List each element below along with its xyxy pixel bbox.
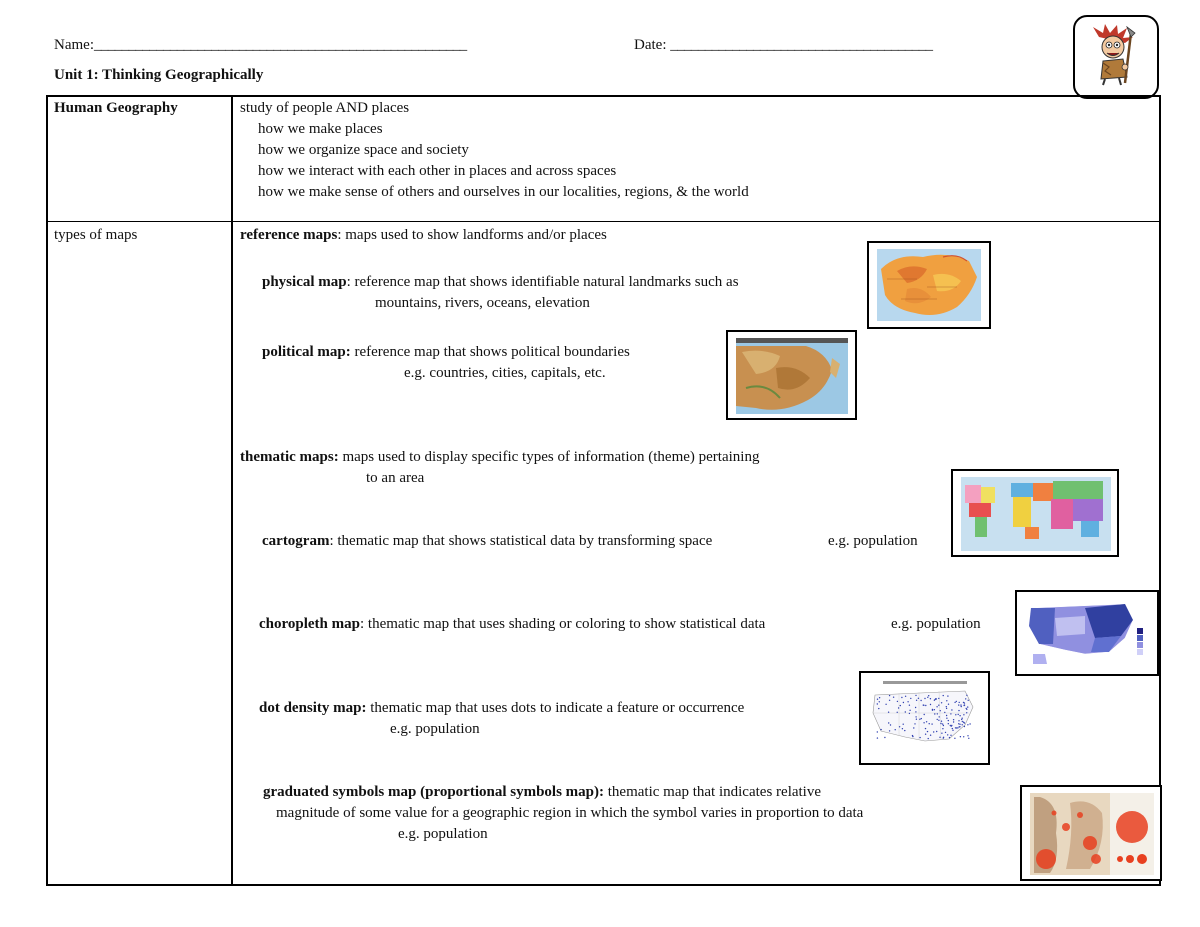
dot-density-term: dot density map: <box>259 700 367 716</box>
dot-mark <box>934 700 935 701</box>
dot-mark <box>966 712 967 713</box>
term-human-geography: Human Geography <box>54 100 178 116</box>
dot-mark <box>905 711 906 712</box>
graduated-symbols-image <box>1020 785 1162 881</box>
physical-map-term: physical map <box>262 274 347 290</box>
dot-mark <box>903 702 904 703</box>
human-geography-definition: study of people AND places <box>240 100 410 116</box>
dot-mark <box>968 738 969 739</box>
dot-mark <box>942 728 943 729</box>
dot-mark <box>918 698 919 699</box>
dot-mark <box>903 724 904 725</box>
table-left-border <box>46 95 48 886</box>
dot-mark <box>967 724 968 725</box>
dot-mark <box>897 712 898 713</box>
dot-mark <box>925 734 926 735</box>
dot-mark <box>956 727 957 728</box>
dot-mark <box>938 698 939 699</box>
choropleth-example: e.g. population <box>891 616 981 632</box>
dot-mark <box>955 727 956 728</box>
dot-mark <box>946 718 947 719</box>
dot-mark <box>890 724 891 725</box>
reference-maps-entry <box>240 226 607 244</box>
dot-mark <box>946 706 947 707</box>
cartogram-entry <box>262 532 712 550</box>
political-map-image <box>726 330 857 420</box>
dot-mark <box>934 709 935 710</box>
dot-mark <box>879 701 880 702</box>
thematic-maps-term: thematic maps: <box>240 449 339 465</box>
dot-mark <box>967 735 968 736</box>
graduated-symbols-term: graduated symbols map (proportional symbols map): <box>263 784 605 800</box>
dot-mark <box>919 719 920 720</box>
dot-mark <box>916 700 917 701</box>
dot-mark <box>945 732 946 733</box>
dot-mark <box>965 698 966 699</box>
dot-mark <box>899 726 900 727</box>
dot-mark <box>938 705 939 706</box>
dot-mark <box>878 708 879 709</box>
dot-mark <box>934 713 935 714</box>
dot-mark <box>962 724 963 725</box>
dot-mark <box>895 729 896 730</box>
dot-mark <box>940 710 941 711</box>
name-field <box>54 36 467 54</box>
dot-mark <box>947 695 948 696</box>
choropleth-image <box>1015 590 1159 676</box>
dot-mark <box>936 698 937 699</box>
dot-mark <box>904 730 905 731</box>
dot-mark <box>955 714 956 715</box>
dot-mark <box>959 724 960 725</box>
dot-mark <box>927 697 928 698</box>
dot-mark <box>925 728 926 729</box>
graduated-symbols-example: e.g. population <box>398 826 488 842</box>
political-map-def: reference map that shows political boundaries <box>350 344 630 360</box>
term-types-of-maps: types of maps <box>54 227 138 243</box>
date-field <box>634 36 932 54</box>
graduated-symbols-def: thematic map that indicates relative <box>604 784 822 800</box>
dot-density-def: thematic map that uses dots to indicate a feature or occurrence <box>366 700 745 716</box>
choropleth-entry <box>259 615 765 633</box>
physical-map-entry <box>262 273 739 291</box>
choropleth-def: : thematic map that uses shading or coloring to show statistical data <box>359 616 766 632</box>
dot-density-entry <box>259 699 744 717</box>
dot-mark <box>951 709 952 710</box>
dot-mark <box>936 731 937 732</box>
cartogram-image <box>951 469 1119 557</box>
dot-mark <box>925 705 926 706</box>
dot-mark <box>929 723 930 724</box>
dot-mark <box>958 723 959 724</box>
dot-mark <box>943 725 944 726</box>
dot-mark <box>950 725 951 726</box>
name-label: Name: <box>54 37 94 53</box>
dot-mark <box>930 735 931 736</box>
table-right-border <box>1159 95 1161 886</box>
dot-mark <box>943 695 944 696</box>
dot-mark <box>937 713 938 714</box>
cartogram-def: : thematic map that shows statistical data by transforming space <box>329 533 713 549</box>
dot-mark <box>877 731 878 732</box>
dot-mark <box>964 726 965 727</box>
dot-mark <box>938 720 939 721</box>
dot-mark <box>919 737 920 738</box>
table-row-divider <box>46 221 1161 222</box>
date-label: Date: <box>634 37 667 53</box>
list-item: how we interact with each other in places and across spaces <box>258 163 617 179</box>
table-column-divider <box>231 95 233 886</box>
dot-mark <box>900 705 901 706</box>
logo-box <box>1073 15 1159 99</box>
dot-mark <box>877 703 878 704</box>
dot-mark <box>952 728 953 729</box>
dot-mark <box>966 695 967 696</box>
dot-mark <box>963 714 964 715</box>
dot-mark <box>889 730 890 731</box>
dot-mark <box>947 734 948 735</box>
list-item: how we make places <box>258 121 383 137</box>
dot-mark <box>961 706 962 707</box>
dot-mark <box>915 711 916 712</box>
dot-mark <box>932 709 933 710</box>
dot-mark <box>948 723 949 724</box>
dot-mark <box>958 704 959 705</box>
dot-mark <box>939 737 940 738</box>
dot-mark <box>962 718 963 719</box>
dot-mark <box>901 697 902 698</box>
dot-mark <box>948 704 949 705</box>
dot-mark <box>962 721 963 722</box>
thematic-maps-def-cont: to an area <box>366 470 425 486</box>
dot-mark <box>923 704 924 705</box>
dot-density-image <box>859 671 990 765</box>
dot-mark <box>907 701 908 702</box>
dot-mark <box>923 722 924 723</box>
date-blank: ______________________________________ <box>670 37 933 53</box>
dot-mark <box>951 725 952 726</box>
physical-map-def-cont: mountains, rivers, oceans, elevation <box>375 295 590 311</box>
unit-title: Unit 1: Thinking Geographically <box>54 67 264 83</box>
thematic-maps-entry <box>240 448 759 466</box>
dot-mark <box>928 695 929 696</box>
dot-mark <box>949 737 950 738</box>
graduated-symbols-def-cont: magnitude of some value for a geographic region in which the symbol varies in proportion to data <box>276 805 864 821</box>
dot-mark <box>946 708 947 709</box>
dot-mark <box>961 719 962 720</box>
dot-mark <box>948 720 949 721</box>
dot-mark <box>889 700 890 701</box>
dot-mark <box>936 706 937 707</box>
political-map-example: e.g. countries, cities, capitals, etc. <box>404 365 606 381</box>
dot-mark <box>909 705 910 706</box>
dot-mark <box>915 707 916 708</box>
dot-mark <box>912 735 913 736</box>
dot-mark <box>927 731 928 732</box>
dot-mark <box>931 723 932 724</box>
thematic-maps-def: maps used to display specific types of information (theme) pertaining <box>338 449 760 465</box>
dot-mark <box>953 719 954 720</box>
dot-mark <box>958 710 959 711</box>
dot-mark <box>879 697 880 698</box>
dot-mark <box>920 700 921 701</box>
list-item: how we organize space and society <box>258 142 469 158</box>
dot-mark <box>950 713 951 714</box>
dot-mark <box>957 727 958 728</box>
dot-mark <box>959 702 960 703</box>
political-map-entry <box>262 343 630 361</box>
dot-mark <box>914 723 915 724</box>
graduated-symbols-entry <box>263 783 821 801</box>
dot-mark <box>888 712 889 713</box>
dot-mark <box>905 696 906 697</box>
dot-mark <box>964 704 965 705</box>
dot-mark <box>939 716 940 717</box>
reference-maps-def: : maps used to show landforms and/or places <box>337 227 607 243</box>
dot-mark <box>946 715 947 716</box>
dot-mark <box>930 704 931 705</box>
cartogram-example: e.g. population <box>828 533 918 549</box>
dot-mark <box>893 697 894 698</box>
dot-mark <box>960 704 961 705</box>
dot-mark <box>910 698 911 699</box>
dot-mark <box>913 727 914 728</box>
dot-mark <box>944 712 945 713</box>
dot-mark <box>898 707 899 708</box>
dot-mark <box>959 726 960 727</box>
dot-mark <box>877 699 878 700</box>
dot-mark <box>916 719 917 720</box>
dot-mark <box>902 728 903 729</box>
cartogram-term: cartogram <box>262 533 330 549</box>
dot-mark <box>924 714 925 715</box>
dot-mark <box>933 731 934 732</box>
dot-mark <box>943 737 944 738</box>
dot-mark <box>880 729 881 730</box>
dot-mark <box>958 720 959 721</box>
table-top-border <box>46 95 1161 97</box>
dot-mark <box>909 713 910 714</box>
name-blank: ______________________________________________________ <box>93 37 467 53</box>
dot-mark <box>964 722 965 723</box>
dot-mark <box>941 721 942 722</box>
dot-mark <box>969 723 970 724</box>
dot-mark <box>954 702 955 703</box>
dot-mark <box>924 698 925 699</box>
dot-mark <box>967 706 968 707</box>
dot-mark <box>963 736 964 737</box>
dot-mark <box>959 715 960 716</box>
political-map-term: political map: <box>262 344 351 360</box>
dot-mark <box>956 701 957 702</box>
dot-mark <box>954 738 955 739</box>
physical-map-def: : reference map that shows identifiable natural landmarks such as <box>346 274 739 290</box>
dot-mark <box>950 735 951 736</box>
dot-mark <box>915 695 916 696</box>
dot-mark <box>952 730 953 731</box>
table-bottom-border <box>46 884 1161 886</box>
dot-mark <box>888 722 889 723</box>
list-item: how we make sense of others and ourselves in our localities, regions, & the world <box>258 184 749 200</box>
dot-density-example: e.g. population <box>390 721 480 737</box>
dot-mark <box>909 710 910 711</box>
dot-mark <box>928 738 929 739</box>
dot-mark <box>926 721 927 722</box>
cartoon-caveman-icon <box>1087 23 1147 87</box>
dot-mark <box>953 721 954 722</box>
dot-mark <box>960 736 961 737</box>
dot-mark <box>941 702 942 703</box>
physical-map-image <box>867 241 991 329</box>
dot-mark <box>941 733 942 734</box>
dot-mark <box>921 718 922 719</box>
dot-mark <box>966 708 967 709</box>
dot-mark <box>940 723 941 724</box>
dot-mark <box>942 723 943 724</box>
choropleth-term: choropleth map <box>259 616 360 632</box>
dot-mark <box>915 716 916 717</box>
dot-mark <box>968 700 969 701</box>
dot-mark <box>885 704 886 705</box>
dot-mark <box>897 701 898 702</box>
dot-mark <box>946 700 947 701</box>
dot-mark <box>877 737 878 738</box>
reference-maps-term: reference maps <box>240 227 338 243</box>
dot-mark <box>884 737 885 738</box>
dot-mark <box>889 695 890 696</box>
dot-mark <box>958 714 959 715</box>
dot-mark <box>964 702 965 703</box>
dot-mark <box>930 698 931 699</box>
dot-mark <box>937 719 938 720</box>
